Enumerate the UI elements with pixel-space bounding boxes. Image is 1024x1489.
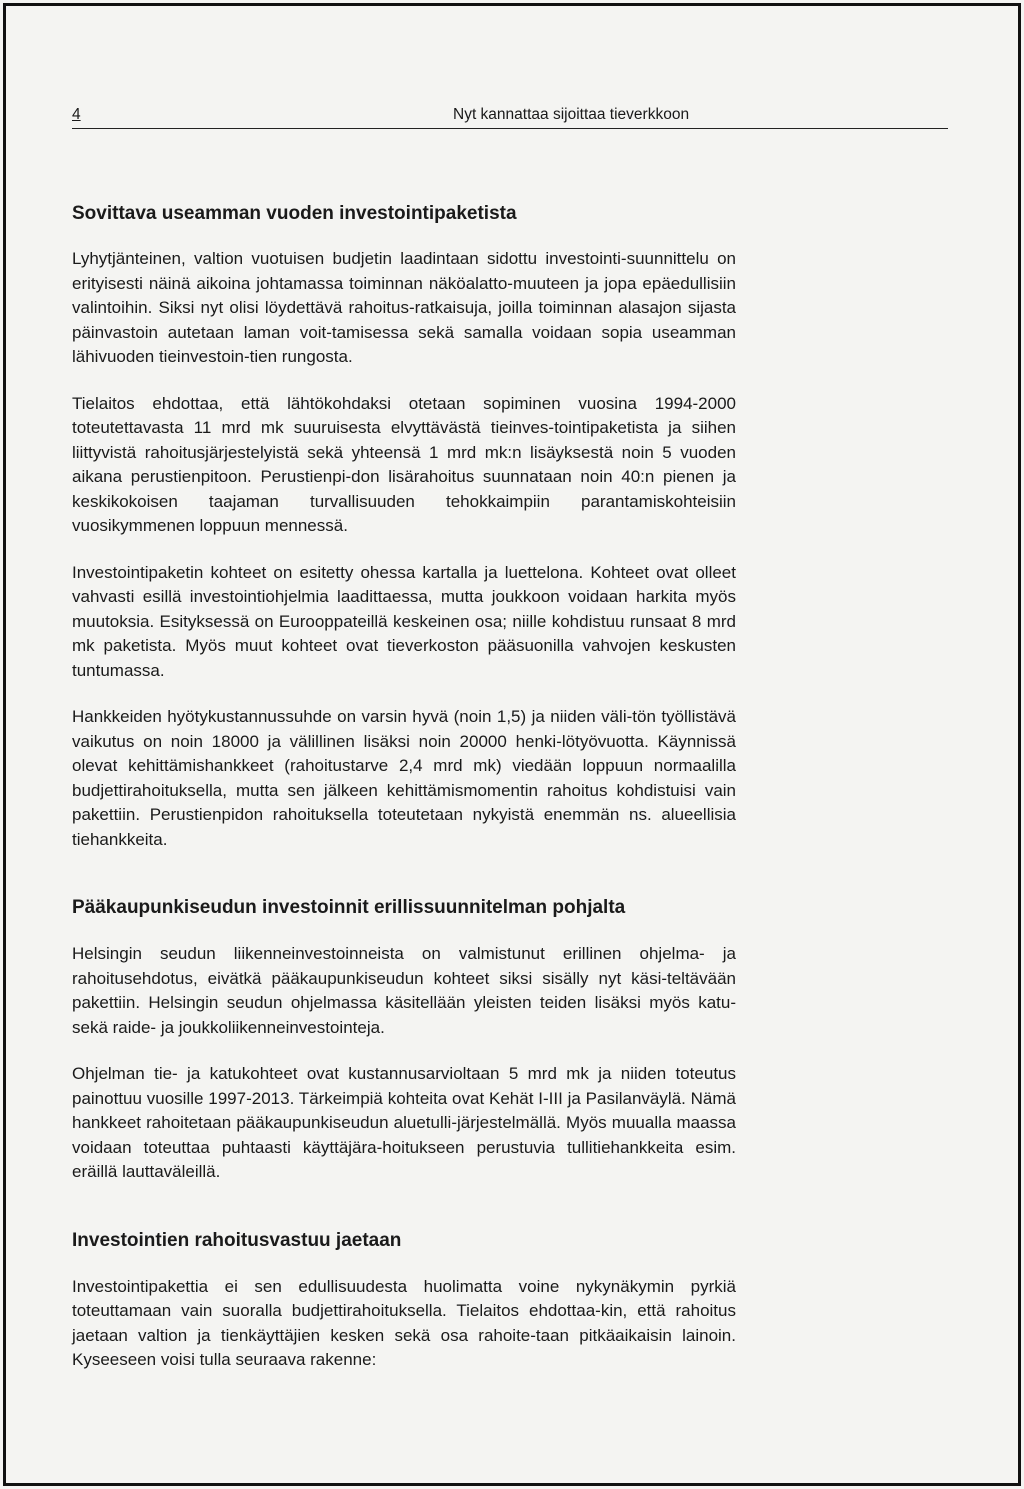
paragraph: Investointipaketin kohteet on esitetty ohessa kartalla ja luettelona. Kohteet ovat olleet vahvasti esillä investointiohjelmia laadittaessa, mutta joukkoon voidaan harkita myös muutoksia. Esityksessä on Eurooppateillä keskeinen osa; niille kohdistuu runsaat 8 mrd mk paketista. Myös muut kohteet ovat tieverkoston pääsuonilla vahvojen keskusten tuntumassa.: [72, 562, 736, 680]
paragraph: Hankkeiden hyötykustannussuhde on varsin hyvä (noin 1,5) ja niiden väli-tön työllistävä vaikutus on noin 18000 ja välillinen lisäksi noin 20000 henki-lötyövuotta. Käynnissä olevat kehittämishankkeet (rahoitustarve 2,4 mrd mk) viedään loppuun normaalilla budjettirahoituksella, mutta sen jälkeen kehittämismomentin rahoitus kohdistuisi vain pakettiin. Perustienpidon rahoituksella toteutetaan nykyistä enemmän ns. alueellisia tiehankkeita.: [72, 707, 736, 849]
running-header: [72, 104, 948, 129]
paragraph: Tielaitos ehdottaa, että lähtökohdaksi otetaan sopiminen vuosina 1994-2000 toteutettavasta 11 mrd mk suuruisesta elvyttävästä tieinves-tointipaketista ja siihen liittyvistä rahoitusjärjestelyistä sekä yhteensä 1 mrd mk:n lisäyksestä noin 5 vuoden aikana perustienpitoon. Perustienpi-don lisärahoitus suunnataan noin 40:n pienen ja keskikokoisen taajaman turvallisuuden tehokkaimpiin parantamiskohteisiin vuosikymmenen loppuun mennessä.: [72, 393, 736, 535]
running-title: Nyt kannattaa sijoittaa tieverkkoon: [453, 106, 690, 123]
page-number: 4: [72, 106, 81, 123]
section-heading-financing-responsibility: Investointien rahoitusvastuu jaetaan: [72, 1229, 402, 1251]
section-heading-capital-region: Pääkaupunkiseudun investoinnit erillissuunnitelman pohjalta: [72, 897, 626, 918]
section-heading-investment-package: Sovittava useamman vuoden investointipaketista: [72, 203, 517, 224]
paragraph: Helsingin seudun liikenneinvestoinneista on valmistunut erillinen ohjelma- ja rahoitusehdotus, eivätkä pääkaupunkiseudun kohteet siksi sisälly nyt käsi-teltävään pakettiin. Helsingin seudun ohjelmassa käsitellään yleisten teiden lisäksi myös katu- sekä raide- ja joukkoliikenneinvestointeja.: [72, 944, 736, 1037]
paragraph: Investointipakettia ei sen edullisuudesta huolimatta voine nykynäkymin pyrkiä toteuttamaan vain suoralla budjettirahoituksella. Tielaitos ehdottaa-kin, että rahoitus jaetaan valtion ja tienkäyttäjien kesken sekä osa rahoite-taan pitkäaikaisin lainoin. Kyseeseen voisi tulla seuraava rakenne:: [72, 1276, 736, 1369]
document-body: [72, 202, 736, 1373]
paragraph: Ohjelman tie- ja katukohteet ovat kustannusarvioltaan 5 mrd mk ja niiden toteutus painottuu vuosille 1997-2013. Tärkeimpiä kohteita ovat Kehät I-III ja Pasilanväylä. Nämä hankkeet rahoitetaan pääkaupunkiseudun aluetulli-järjestelmällä. Myös muualla maassa voidaan toteuttaa puhtaasti käyttäjära-hoitukseen perustuvia tullitiehankkeita esim. eräillä lauttaväleillä.: [72, 1064, 736, 1181]
paragraph: Lyhytjänteinen, valtion vuotuisen budjetin laadintaan sidottu investointi-suunnittelu on erityisesti näinä aikoina johtamassa toiminnan näköalatto-muuteen ja jopa epäedullisiin valintoihin. Siksi nyt olisi löydettävä rahoitus-ratkaisuja, joilla toiminnan alasajon sijasta päinvastoin autetaan laman voit-tamisessa sekä samalla voidaan sopia useamman lähivuoden tieinvestoin-tien rungosta.: [72, 249, 736, 366]
